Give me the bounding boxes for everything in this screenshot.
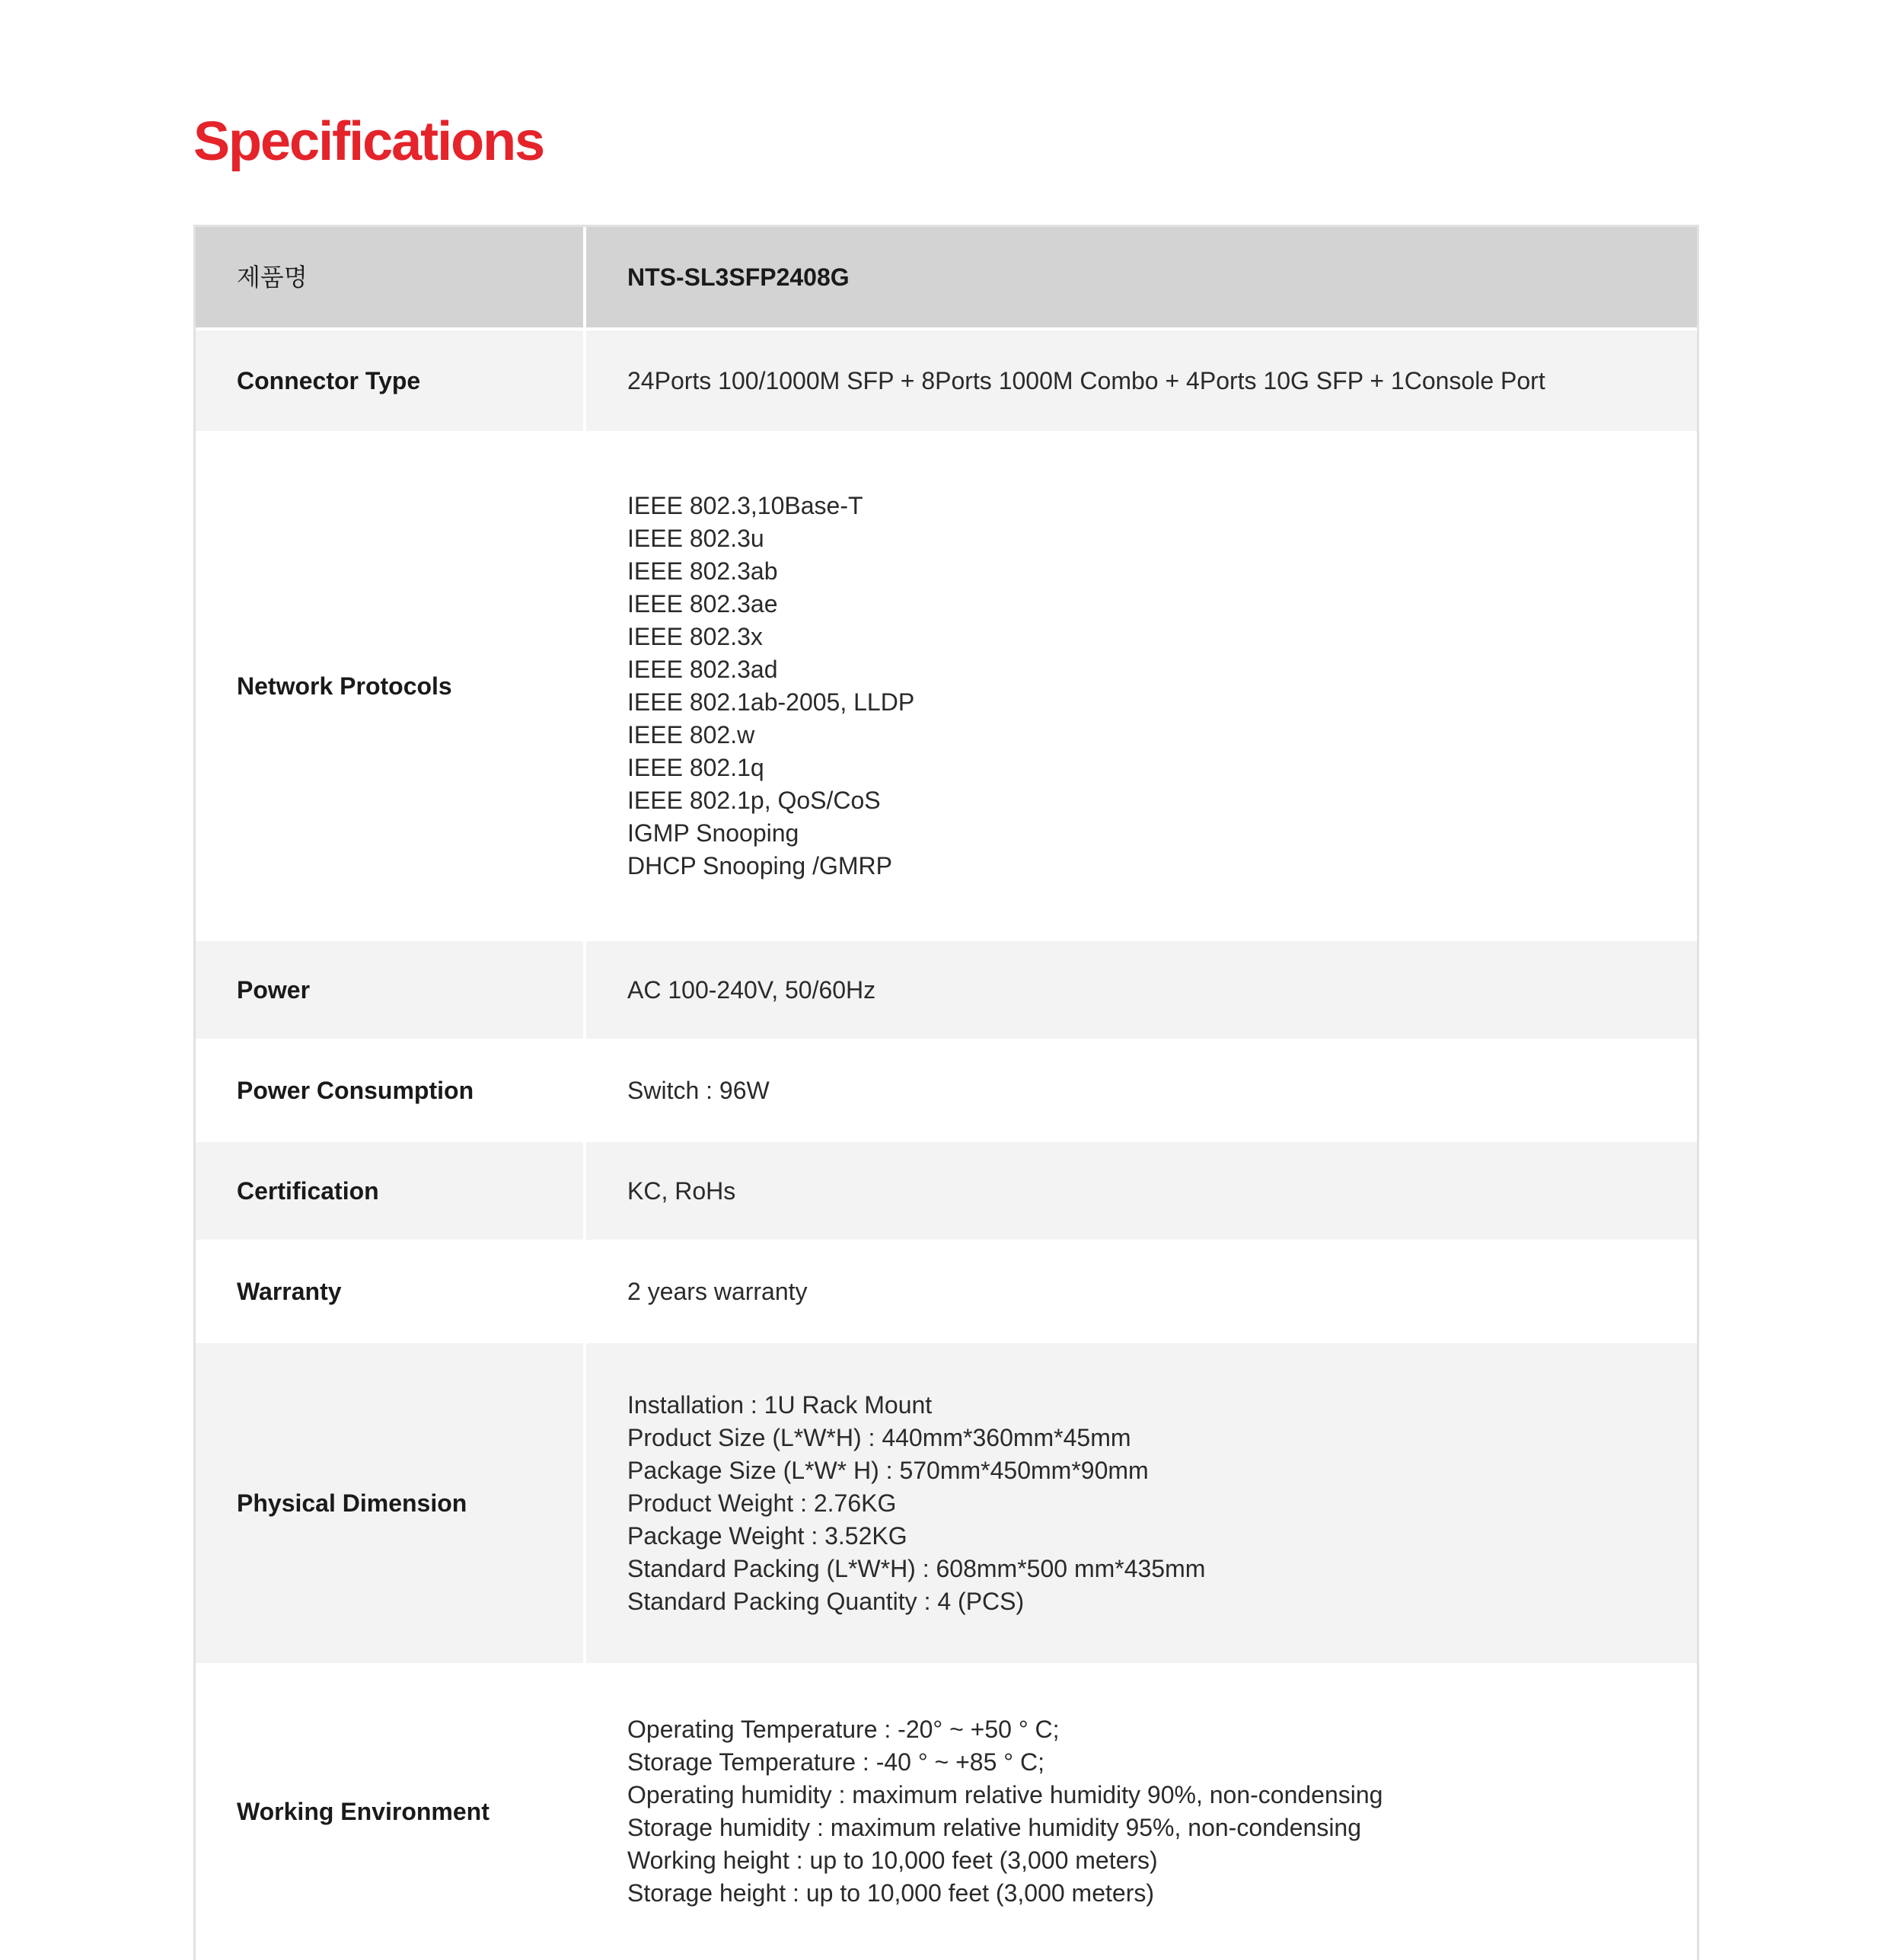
value-line: Standard Packing (L*W*H) : 608mm*500 mm*435mm	[627, 1554, 1206, 1582]
value-line: IEEE 802.w	[627, 721, 755, 749]
value-line: Switch : 96W	[627, 1076, 770, 1104]
row-label: Certification	[196, 1142, 586, 1240]
table-row-network-protocols	[196, 431, 1697, 941]
row-value	[586, 1142, 1697, 1240]
row-value	[586, 941, 1697, 1039]
value-line: IEEE 802.3u	[627, 525, 764, 552]
table-row-connector-type	[196, 327, 1697, 431]
table-row-power	[196, 941, 1697, 1039]
value-line: Product Weight : 2.76KG	[627, 1489, 897, 1517]
header-model-cell: NTS-SL3SFP2408G	[586, 227, 1697, 327]
value-line: Storage humidity : maximum relative humidity 95%, non-condensing	[627, 1814, 1362, 1841]
value-line: Standard Packing Quantity : 4 (PCS)	[627, 1587, 1025, 1615]
value-line: Working height : up to 10,000 feet (3,000 meters)	[627, 1847, 1158, 1874]
value-line: Storage Temperature : -40 ° ~ +85 ° C;	[627, 1748, 1044, 1776]
value-line: Package Size (L*W* H) : 570mm*450mm*90mm	[627, 1456, 1149, 1484]
value-line: Storage height : up to 10,000 feet (3,000 meters)	[627, 1879, 1154, 1907]
value-line: IEEE 802.1ab-2005, LLDP	[627, 688, 915, 716]
value-line: IEEE 802.1q	[627, 754, 764, 781]
row-value	[586, 327, 1697, 431]
row-value	[586, 1039, 1697, 1142]
value-line: Package Weight : 3.52KG	[627, 1521, 907, 1550]
value-line: IEEE 802.3,10Base-T	[627, 492, 863, 519]
value-line: 24Ports 100/1000M SFP + 8Ports 1000M Combo + 4Ports 10G SFP + 1Console Port	[627, 366, 1545, 394]
row-label: Working Environment	[196, 1663, 586, 1960]
value-line: IGMP Snooping	[627, 819, 799, 847]
row-label: Warranty	[196, 1240, 586, 1343]
table-row-certification	[196, 1142, 1697, 1240]
value-line: IEEE 802.1p, QoS/CoS	[627, 787, 881, 814]
value-line: KC, RoHs	[627, 1176, 736, 1205]
row-value	[586, 431, 1697, 941]
value-line: Operating Temperature : -20° ~ +50 ° C;	[627, 1716, 1060, 1743]
page-title: Specifications	[193, 111, 544, 172]
table-row-working-environment	[196, 1663, 1697, 1960]
value-line: DHCP Snooping /GMRP	[627, 852, 892, 879]
header-label-cell: 제품명	[196, 227, 586, 327]
value-line: IEEE 802.3ab	[627, 557, 778, 585]
value-line: AC 100-240V, 50/60Hz	[627, 975, 876, 1004]
row-label: Connector Type	[196, 327, 586, 431]
value-line: IEEE 802.3ad	[627, 656, 778, 683]
table-row-physical-dimension	[196, 1343, 1697, 1663]
value-line: Installation : 1U Rack Mount	[627, 1390, 933, 1419]
row-label: Physical Dimension	[196, 1343, 586, 1663]
table-row-power-consumption	[196, 1039, 1697, 1142]
specifications-table	[193, 225, 1699, 1960]
row-value	[586, 1663, 1697, 1960]
value-line: IEEE 802.3ae	[627, 590, 778, 618]
row-value	[586, 1240, 1697, 1343]
row-value	[586, 1343, 1697, 1663]
value-line: Product Size (L*W*H) : 440mm*360mm*45mm	[627, 1423, 1131, 1451]
table-header-row	[196, 227, 1697, 327]
table-row-warranty	[196, 1240, 1697, 1343]
row-label: Power	[196, 941, 586, 1039]
value-line: IEEE 802.3x	[627, 623, 763, 650]
value-line: 2 years warranty	[627, 1277, 808, 1305]
row-label: Power Consumption	[196, 1039, 586, 1142]
row-label: Network Protocols	[196, 431, 586, 941]
value-line: Operating humidity : maximum relative humidity 90%, non-condensing	[627, 1781, 1383, 1808]
